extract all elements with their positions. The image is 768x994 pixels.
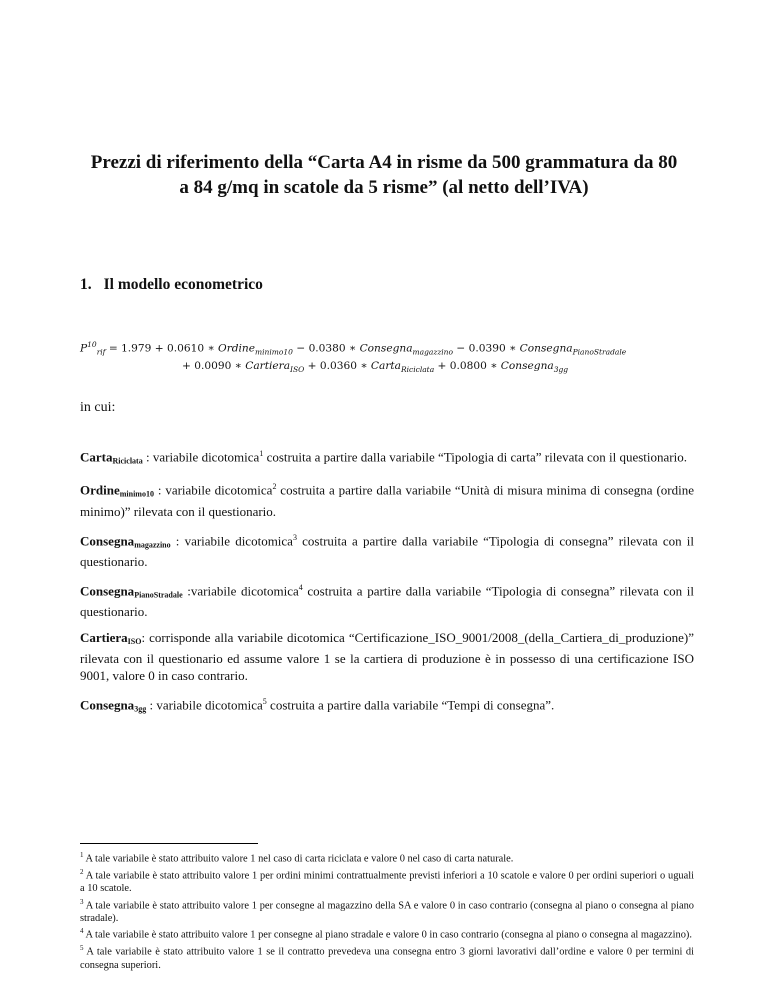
definition-carta-riciclata (80, 445, 694, 469)
title-line-1: Prezzi di riferimento della “Carta A4 in risme da 500 grammatura da 80 (90, 152, 678, 173)
definition-ordine-minimo (80, 478, 694, 519)
definition-separator: : (182, 583, 191, 599)
definition-term-sub: Riciclata (112, 456, 143, 466)
eq-var-3-sub: PianoStradale (572, 347, 627, 357)
eq-var-3: Consegna (519, 342, 573, 355)
footnote-5 (80, 942, 694, 972)
footnote-text: A tale variabile è stato attribuito valore 1 per consegne al magazzino della SA e valore 0 in caso contrario (consegna al piano o consegna al piano stradale). (80, 900, 694, 925)
definition-term-sub: magazzino (134, 539, 171, 549)
eq-var-2-sub: magazzino (412, 347, 454, 357)
footnotes (80, 849, 694, 972)
footnote-ref[interactable]: 3 (292, 532, 297, 542)
eq-var-2: Consegna (359, 342, 413, 355)
eq-term-6: + 0.0800 ∗ (434, 360, 501, 372)
footnote-number: 5 (80, 944, 84, 953)
definition-term: Consegna (80, 532, 135, 548)
eq-var-1-sub: minimo10 (255, 347, 293, 357)
footnote-number: 3 (80, 897, 84, 906)
definition-separator: : (153, 482, 166, 498)
footnote-text: A tale variabile è stato attribuito valore 1 nel caso di carta riciclata e valore 0 nel caso di carta naturale. (83, 853, 514, 865)
definition-text: costruita a partire dalla variabile “Unità di misura minima di consegna (ordine minimo)” rilevata con il questionario. (80, 482, 694, 519)
definition-term-sub: 3gg (134, 704, 147, 714)
section-title: Il modello econometrico (103, 276, 263, 293)
section-heading (80, 276, 263, 294)
definition-text: variabile dicotomica (165, 482, 273, 498)
definition-term-sub: ISO (127, 637, 142, 647)
footnote-ref[interactable]: 5 (262, 697, 267, 707)
title-line-2: a 84 g/mq in scatole da 5 risme” (al netto dell’IVA) (179, 177, 589, 198)
footnote-ref[interactable]: 2 (272, 482, 277, 492)
definition-consegna-3gg (80, 693, 694, 717)
definition-consegna-magazzino (80, 529, 694, 570)
in-cui-label: in cui: (80, 400, 116, 415)
eq-lhs-sub: rif (96, 347, 106, 357)
definition-consegna-piano-stradale (80, 579, 694, 620)
eq-term-3: − 0.0390 ∗ (453, 342, 520, 355)
equation-line-2 (182, 360, 568, 374)
footnote-ref[interactable]: 4 (298, 582, 303, 592)
definition-cartiera-iso (80, 629, 694, 684)
footnote-4 (80, 925, 694, 942)
eq-term-2: − 0.0380 ∗ (292, 342, 360, 355)
footnote-number: 2 (80, 867, 84, 876)
eq-var-6-sub: 3gg (553, 365, 569, 375)
definition-separator: : (142, 449, 153, 465)
definition-term: Consegna (80, 697, 135, 713)
footnote-text: A tale variabile è stato attribuito valore 1 se il contratto prevedeva una consegna entro 3 giorni lavorativi dall’ordine e valore 0 per termini di consegna superiori. (80, 946, 694, 971)
footnote-text: A tale variabile è stato attribuito valore 1 per ordini minimi contrattualmente previsti inferiori a 10 scatole e valore 0 per ordini superiori o uguali a 10 scatole. (80, 870, 694, 895)
definition-text: costruita a partire dalla variabile “Tipologia di consegna” rilevata con il questionario. (80, 583, 694, 620)
definition-text: costruita a partire dalla variabile “Tempi di consegna”. (266, 697, 555, 713)
eq-term-1: = 1.979 + 0.0610 ∗ (108, 342, 219, 355)
definition-text: variabile dicotomica (184, 532, 293, 548)
definition-term: Ordine (80, 482, 120, 498)
document-title (60, 150, 708, 200)
footnote-divider (80, 843, 258, 844)
definition-term-sub: PianoStradale (134, 590, 183, 600)
eq-var-5-sub: Riciclata (400, 365, 435, 375)
footnote-ref[interactable]: 1 (259, 449, 264, 458)
variable-definitions (80, 445, 694, 727)
definition-term-sub: minimo10 (119, 489, 154, 499)
footnote-text: A tale variabile è stato attribuito valore 1 per consegne al piano stradale e valore 0 in caso contrario (consegna al piano o consegna al magazzino). (83, 929, 692, 941)
footnote-number: 1 (80, 851, 84, 859)
eq-var-1: Ordine (218, 342, 256, 355)
eq-var-5: Carta (370, 360, 401, 372)
eq-var-4: Cartiera (245, 360, 291, 372)
footnote-1 (80, 849, 694, 866)
definition-separator: : (141, 630, 150, 646)
eq-lhs: P (80, 342, 88, 355)
equation-line-1 (80, 340, 626, 357)
section-number: 1. (80, 276, 92, 293)
definition-text: variabile dicotomica (152, 449, 260, 465)
definition-separator: : (146, 697, 157, 713)
definition-term: Consegna (80, 583, 135, 599)
eq-term-5: + 0.0360 ∗ (304, 360, 371, 372)
definition-term: Carta (80, 449, 113, 465)
eq-var-6: Consegna (500, 360, 554, 372)
footnote-2 (80, 866, 694, 896)
eq-term-4: + 0.0090 ∗ (182, 360, 246, 372)
definition-separator: : (170, 532, 185, 548)
definition-text: costruita a partire dalla variabile “Tipologia di carta” rilevata con il questionario. (263, 449, 687, 465)
definition-text: variabile dicotomica (190, 583, 299, 599)
footnote-3 (80, 896, 694, 926)
definition-text: costruita a partire dalla variabile “Tipologia di consegna” rilevata con il questionario. (80, 532, 694, 569)
eq-lhs-sup: 10 (87, 340, 97, 349)
definition-text: corrisponde alla variabile dicotomica “Certificazione_ISO_9001/2008_(della_Cartiera_di_produzione)” rilevata con il questionario ed assume valore 1 se la cartiera di produzione è in possesso di una certificazione ISO 9001, valore 0 in caso contrario. (80, 630, 694, 684)
footnote-number: 4 (80, 927, 84, 936)
eq-var-4-sub: ISO (290, 365, 305, 375)
definition-text: variabile dicotomica (156, 697, 263, 713)
definition-term: Cartiera (80, 630, 128, 646)
